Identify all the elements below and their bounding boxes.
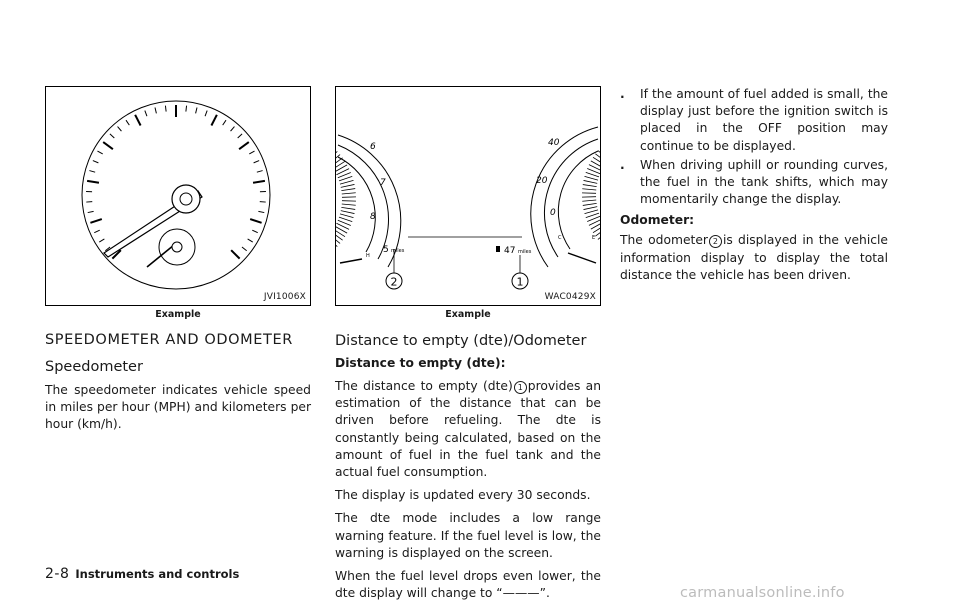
- dte-heading: Distance to empty (dte)/Odometer: [335, 333, 587, 349]
- speedometer-tick: [99, 239, 104, 242]
- speedometer-tick: [89, 171, 95, 173]
- odometer-paragraph: The odometer 2 is displayed in the vehicle information display to display the total distance the vehicle has been driven.: [620, 233, 888, 282]
- speedometer-tick: [196, 107, 197, 113]
- subsection-heading: Speedometer: [45, 359, 143, 375]
- figure-code: WAC0429X: [544, 292, 596, 302]
- gauge-hatch: [336, 229, 345, 237]
- gauge-hatch: [341, 207, 355, 209]
- speedometer-tick: [88, 211, 94, 212]
- speedometer-tick: [231, 250, 239, 258]
- empty-label: E: [592, 235, 596, 241]
- dte-value: 47: [504, 246, 516, 256]
- speedometer-tick: [252, 230, 257, 233]
- gauge-hatch: [340, 214, 353, 218]
- speed-label-0: 0: [550, 208, 556, 218]
- column-notes: [620, 86, 888, 284]
- gauge-hatch: [341, 189, 355, 191]
- odometer-value: 5: [383, 245, 389, 255]
- gauge-hatch: [341, 211, 355, 214]
- gauge-hatch: [339, 176, 352, 181]
- callout-2-inline: 2: [709, 235, 722, 248]
- dte-display-figure: [335, 86, 601, 306]
- speedometer-tick: [242, 247, 247, 251]
- gauge-hatch: [591, 222, 600, 229]
- tach-label-7: 7: [380, 178, 386, 188]
- gauge-hatch: [339, 217, 352, 222]
- speedometer-tick: [155, 107, 156, 113]
- callout-1-inline: 1: [514, 381, 527, 394]
- tach-label-8: 8: [370, 212, 376, 222]
- speedometer-tick: [257, 171, 263, 173]
- dte-paragraph-2: The display is updated every 30 seconds.: [335, 488, 591, 503]
- speedometer-tick: [248, 239, 253, 242]
- dte-display-illustration: [336, 87, 600, 303]
- gauge-hatch: [585, 210, 598, 214]
- speedometer-tick: [93, 161, 99, 163]
- gauge-hatch: [342, 204, 356, 205]
- callout-number-2: 2: [390, 275, 398, 289]
- dte-label: Distance to empty (dte):: [335, 356, 506, 370]
- gauge-hatch: [586, 172, 599, 177]
- speedometer-tick: [165, 106, 166, 112]
- speedometer-tick: [126, 120, 129, 125]
- odometer-label: Odometer:: [620, 213, 695, 228]
- section-name: Instruments and controls: [75, 567, 240, 581]
- gauge-hatch: [582, 189, 596, 190]
- gauge-hatch: [583, 203, 597, 205]
- dte-paragraph-4: When the fuel level drops even lower, the dte display will change to “———”.: [335, 569, 601, 601]
- speedometer-tick: [254, 161, 260, 163]
- list-item: . If the amount of fuel added is small, the display just before the ignition switch is placed in the OFF position may continue to be displayed.: [620, 87, 888, 153]
- speedometer-tick: [211, 115, 216, 126]
- figure-caption: Example: [445, 309, 491, 320]
- speedometer-tick: [94, 230, 99, 233]
- speedometer-figure: [45, 86, 311, 306]
- speedometer-paragraph: The speedometer indicates vehicle speed in miles per hour (MPH) and kilometers per hour (km/h).: [45, 383, 311, 432]
- speedometer-illustration: [46, 87, 310, 303]
- speedometer-tick: [87, 181, 99, 183]
- gauge-hatch: [595, 154, 600, 162]
- speedometer-tick: [97, 151, 102, 154]
- gauge-hatch: [591, 161, 600, 168]
- gauge-hatch: [583, 185, 597, 187]
- gauge-hatch: [585, 176, 598, 180]
- list-item: . When driving uphill or rounding curves, the fuel in the tank shifts, which may momentarily change the display.: [620, 157, 888, 207]
- speedometer-tick: [249, 151, 254, 154]
- hot-label: H: [366, 253, 370, 259]
- speedometer-tick: [205, 111, 207, 117]
- gauge-hatch: [336, 237, 337, 247]
- callout-number-1: 1: [516, 275, 524, 289]
- speedometer-tick: [135, 115, 140, 126]
- speedometer-tick: [258, 211, 264, 212]
- gauge-hatch: [340, 180, 353, 184]
- page-footer: [45, 566, 239, 582]
- speedometer-tick: [186, 106, 187, 112]
- dte-unit: miles: [518, 249, 532, 255]
- speedometer-tick: [253, 181, 265, 183]
- gauge-hatch: [582, 200, 596, 201]
- gauge-hatch: [586, 213, 599, 218]
- gauge-hatch: [341, 184, 355, 187]
- speedometer-tick: [238, 134, 242, 138]
- speedometer-tick: [118, 127, 122, 132]
- figure-caption: Example: [155, 309, 201, 320]
- gauge-hatch: [336, 151, 337, 161]
- dte-paragraph-1: The distance to empty (dte) 1 provides an estimation of the distance that can be driven before refueling. The dte is constantly being calculated, based on the amount of fuel in the fuel tank and the actual fuel consumption.: [335, 379, 601, 480]
- notes-list: [620, 86, 888, 208]
- speedometer-tick: [103, 142, 113, 149]
- gauge-hatch: [336, 161, 345, 169]
- speedometer-tick: [231, 127, 235, 132]
- tach-label-6: 6: [370, 142, 376, 152]
- speedometer-tick: [90, 219, 101, 223]
- gauge-hatch: [598, 151, 600, 160]
- page-number: 2-8: [45, 566, 70, 582]
- section-heading: SPEEDOMETER AND ODOMETER: [45, 332, 293, 348]
- speed-label-40: 40: [548, 138, 560, 148]
- gauge-hatch: [342, 193, 356, 194]
- gauge-hatch: [595, 228, 600, 236]
- speedometer-tick: [145, 111, 147, 117]
- column-dte: [335, 86, 601, 602]
- odometer-unit: miles: [391, 248, 405, 254]
- gauge-hatch: [584, 180, 598, 183]
- speed-label-20: 20: [536, 176, 548, 186]
- speedometer-tick: [250, 219, 261, 223]
- column-speedometer: [45, 86, 311, 434]
- fuel-pump-icon: [496, 246, 500, 252]
- speedometer-tick: [110, 134, 114, 138]
- watermark: carmanualsonline.info: [680, 585, 845, 601]
- figure-code: JVI1006X: [263, 292, 306, 302]
- gauge-hatch: [584, 207, 598, 210]
- dte-paragraph-3: The dte mode includes a low range warning feature. If the fuel level is low, the warning is displayed on the screen.: [335, 511, 601, 560]
- speedometer-tick: [239, 142, 249, 149]
- speedometer-tick: [223, 120, 226, 125]
- gauge-hatch: [598, 231, 600, 240]
- cold-label: C: [558, 235, 562, 241]
